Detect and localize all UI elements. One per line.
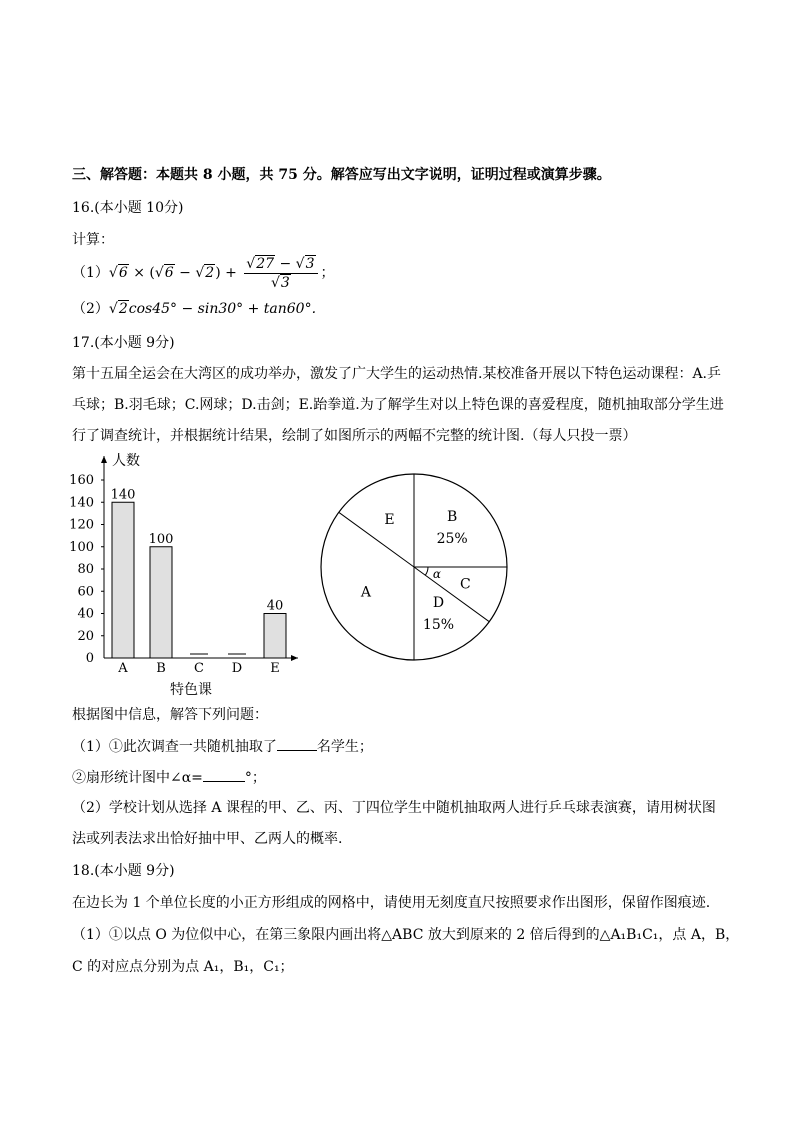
sqrt-6b: 6 [164,265,174,281]
x-axis-label: 特色课 [170,682,212,698]
fraction-numerator: √27 − √3 [244,256,317,274]
slice-label-D: D [432,595,445,612]
y-tick-label: 40 [77,606,94,622]
y-tick-label: 100 [69,539,94,555]
q17-sub1b-pre: ②扇形统计图中∠α= [72,770,203,786]
section-heading: 三、解答题：本题共 8 小题，共 75 分。解答应写出文字说明，证明过程或演算步骤。 [72,167,611,183]
slice-percent-D: 15% [422,617,455,634]
slice-label-E: E [384,511,395,528]
q16-part1: （1）√6 × (√6 − √2) + $\frac{√27 - √3}{√3}$ ； [72,255,335,291]
sqrt-3-den: 3 [280,274,290,291]
fraction-denominator: √3 [270,274,290,291]
y-tick-label: 0 [85,651,94,666]
y-tick-label: 160 [69,473,94,488]
bar-chart [60,446,320,701]
num-minus: − [275,255,296,272]
q18-sub1-line1: （1）①以点 O 为位似中心，在第三象限内画出将△ABC 放大到原来的 2 倍后得到的△A₁B₁C₁，点 A，B， [72,927,740,943]
q17-header: 17.(本小题 9分) [72,335,175,351]
sqrt-27: 27 [256,255,275,272]
fraction [244,256,317,291]
op-times: × ( [128,265,155,281]
q16-p1-label: （1） [72,265,109,281]
answer-blank-1[interactable] [277,736,317,751]
q18-sub1-line2: C 的对应点分别为点 A₁，B₁，C₁； [72,959,294,975]
q16-p1-end: ； [320,265,335,281]
q17-sub2-line1: （2）学校计划从选择 A 课程的甲、乙、丙、丁四位学生中随机抽取两人进行乒乓球表演赛，请用树状图 [72,800,716,816]
op-close-plus: ) + [215,265,242,281]
y-tick-label: 20 [77,628,94,644]
x-tick-label-A: A [118,661,128,676]
data-label-E: 40 [266,598,284,614]
q17-para-line2: 乓球；B.羽毛球；C.网球；D.击剑；E.跆拳道.为了解学生对以上特色课的喜爱程度，随机抽取部分学生进 [72,397,724,413]
y-tick-label: 140 [69,495,94,511]
q17-para-line3: 行了调查统计，并根据统计结果，绘制了如图所示的两幅不完整的统计图.（每人只投一票） [72,428,637,444]
pie-chart [315,468,515,668]
data-label-A: 140 [110,487,136,503]
x-tick-label-E: E [270,661,280,676]
answer-blank-2[interactable] [203,767,245,782]
q17-sub1b [72,767,266,788]
y-axis-label: 人数 [112,453,140,469]
q18-para: 在边长为 1 个单位长度的小正方形组成的网格中，请使用无刻度直尺按照要求作出图形，保留作图痕迹. [72,895,711,911]
slice-percent-B: 25% [436,530,468,547]
q16-p2-expr: cos45° − sin30° + tan60°. [128,301,317,317]
q16-intro: 计算： [72,232,114,248]
q18-header: 18.(本小题 9分) [72,863,175,879]
op-minus: − [174,265,196,281]
y-tick-label: 60 [77,584,94,600]
y-tick-label: 80 [77,562,94,577]
q16-header: 16.(本小题 10分) [72,200,184,216]
x-axis-arrow [291,655,298,661]
q17-sub1a-pre: （1）①此次调查一共随机抽取了 [72,739,277,755]
y-axis-arrow [101,456,107,463]
x-tick-label-C: C [194,661,204,676]
q16-part2: （2）√2cos45° − sin30° + tan60°. [72,301,317,317]
bar-B [150,547,172,658]
q17-para-line1: 第十五届全运会在大湾区的成功举办，激发了广大学生的运动热情.某校准备开展以下特色运动课程：A.乒 [72,366,722,382]
bar-E [264,614,286,659]
bar-A [112,502,134,658]
sqrt-2: 2 [205,265,215,281]
q17-sub1a [72,736,373,757]
q17-follow: 根据图中信息，解答下列问题： [72,707,268,723]
x-tick-label-D: D [231,661,243,676]
y-tick-label: 120 [69,517,94,533]
slice-label-B: B [446,508,458,525]
q17-sub1b-post: °； [244,770,266,786]
sqrt-2-p2: 2 [118,301,128,317]
sqrt-3-num: 3 [305,255,315,272]
q16-p2-label: （2） [72,301,109,317]
slice-label-C: C [459,576,471,593]
sqrt-6a: 6 [118,265,128,281]
q17-sub2-line2: 法或列表法求出恰好抽中甲、乙两人的概率. [72,831,343,847]
alpha-label: α [432,566,441,581]
x-tick-label-B: B [156,661,166,676]
data-label-B: 100 [148,531,174,547]
q17-sub1a-post: 名学生； [316,739,373,755]
slice-label-A: A [360,584,372,601]
